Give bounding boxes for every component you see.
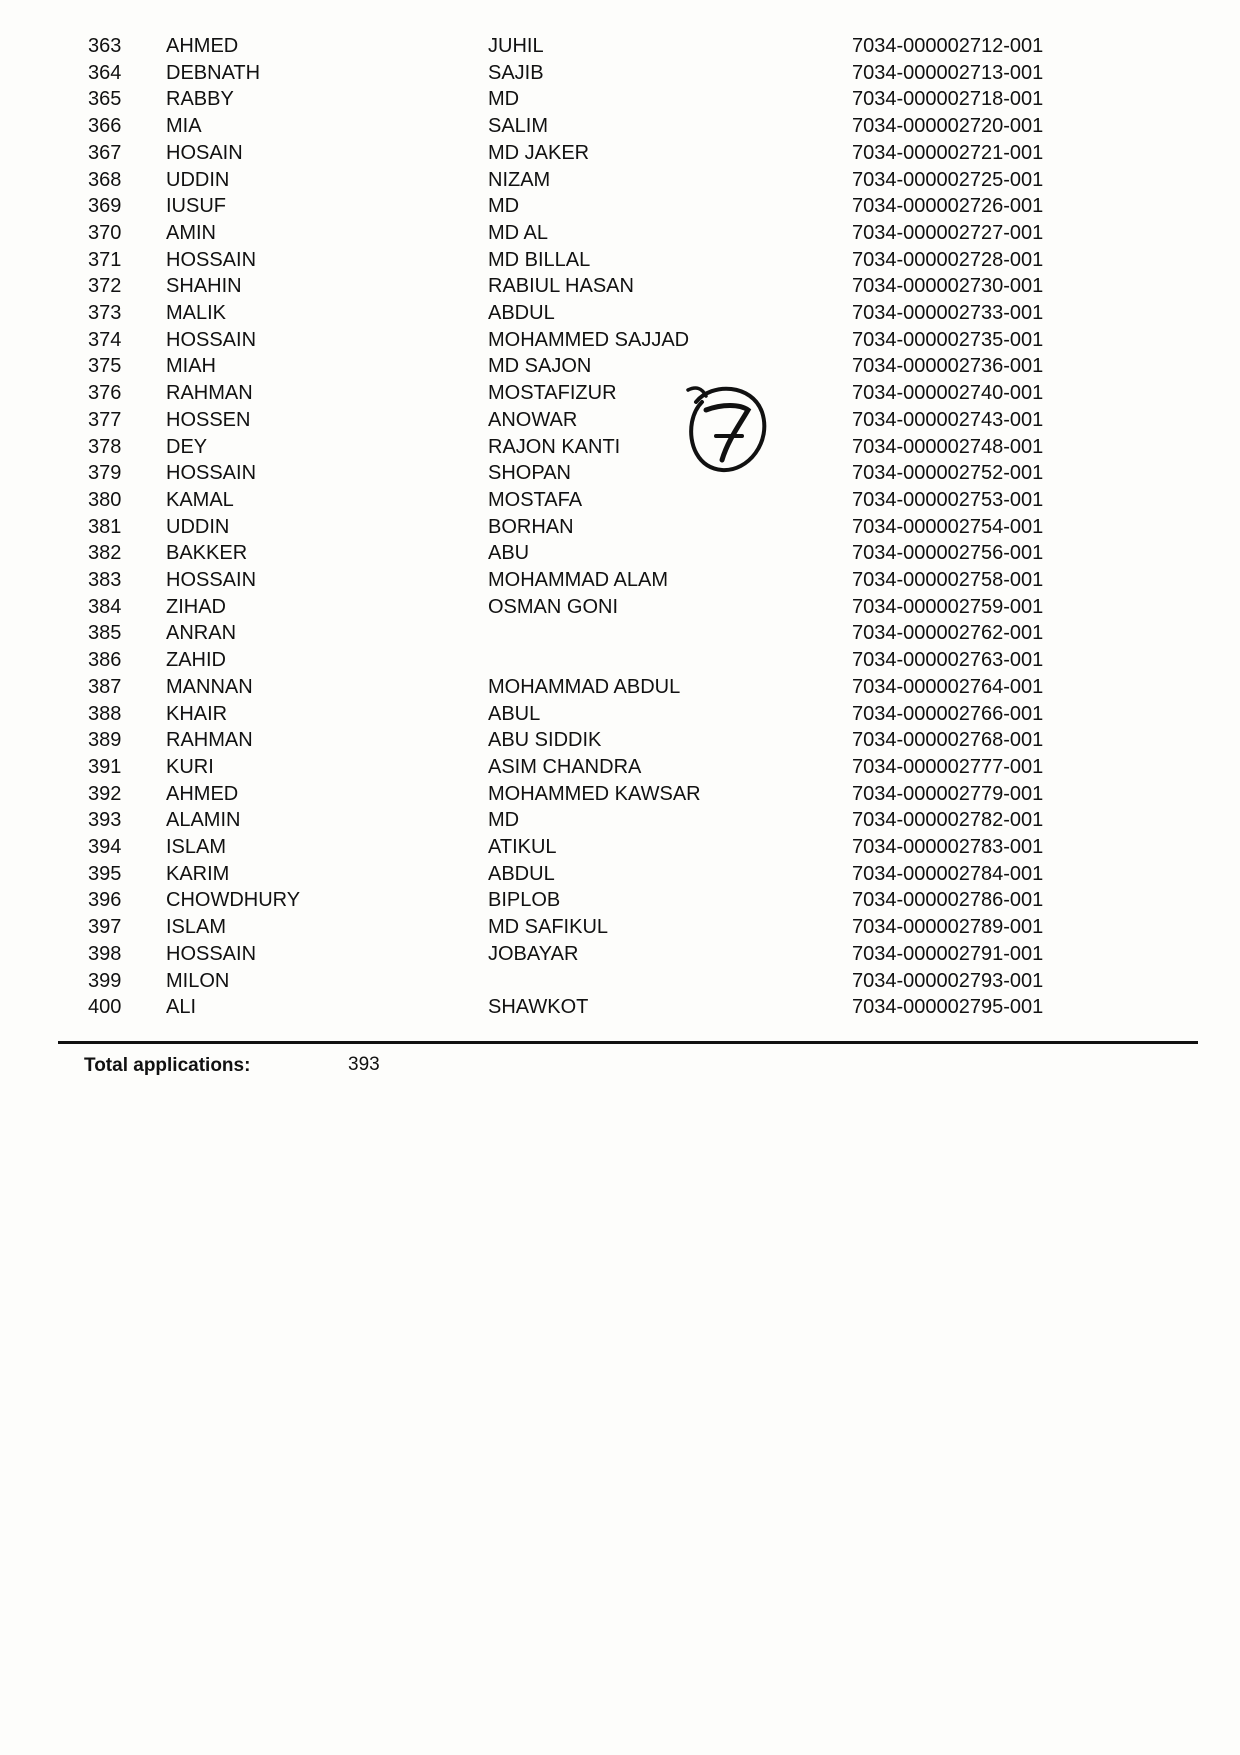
table-row xyxy=(0,567,1240,594)
serial-number-cell: 373 xyxy=(88,302,122,324)
application-number-cell: 7034-000002727-001 xyxy=(852,221,1044,244)
serial-number-cell: 386 xyxy=(88,649,122,672)
application-number-cell: 7034-000002725-001 xyxy=(852,168,1044,191)
serial-number-cell: 383 xyxy=(88,569,122,591)
table-row xyxy=(0,701,1240,728)
application-number-cell: 7034-000002721-001 xyxy=(852,141,1044,164)
serial-number-cell: 381 xyxy=(88,515,122,538)
surname-cell: ALAMIN xyxy=(166,809,241,832)
surname-cell: MIAH xyxy=(166,355,216,378)
serial-number-cell: 374 xyxy=(88,328,122,351)
application-number-cell: 7034-000002758-001 xyxy=(852,569,1044,591)
application-number-cell: 7034-000002764-001 xyxy=(852,675,1044,698)
surname-cell: HOSSAIN xyxy=(166,328,257,351)
table-row xyxy=(0,994,1240,1021)
serial-number-cell: 397 xyxy=(88,916,122,939)
serial-number-cell: 378 xyxy=(88,435,122,458)
application-number-cell: 7034-000002795-001 xyxy=(852,996,1044,1019)
circled-number-mark-icon xyxy=(682,380,772,480)
application-number-cell: 7034-000002754-001 xyxy=(852,515,1044,538)
serial-number-cell: 384 xyxy=(88,595,122,618)
table-row xyxy=(0,647,1240,674)
table-row xyxy=(0,33,1240,60)
serial-number-cell: 364 xyxy=(88,61,122,84)
table-row xyxy=(0,781,1240,808)
table-row xyxy=(0,540,1240,567)
surname-cell: MIA xyxy=(166,115,202,138)
application-number-cell: 7034-000002712-001 xyxy=(852,35,1044,57)
table-row xyxy=(0,380,1240,407)
serial-number-cell: 395 xyxy=(88,862,122,885)
serial-number-cell: 388 xyxy=(88,702,122,725)
table-row xyxy=(0,620,1240,647)
surname-cell: RAHMAN xyxy=(166,382,253,405)
given-name-cell: ABDUL xyxy=(488,302,555,324)
serial-number-cell: 363 xyxy=(88,35,122,57)
application-number-cell: 7034-000002782-001 xyxy=(852,809,1044,832)
application-number-cell: 7034-000002736-001 xyxy=(852,355,1044,378)
table-row xyxy=(0,807,1240,834)
application-number-cell: 7034-000002768-001 xyxy=(852,729,1044,752)
table-row xyxy=(0,60,1240,87)
application-number-cell: 7034-000002753-001 xyxy=(852,488,1044,511)
table-row xyxy=(0,674,1240,701)
given-name-cell: ATIKUL xyxy=(488,836,557,858)
given-name-cell: ABDUL xyxy=(488,862,555,885)
surname-cell: ZIHAD xyxy=(166,595,226,618)
serial-number-cell: 370 xyxy=(88,221,122,244)
surname-cell: AHMED xyxy=(166,782,239,805)
surname-cell: KHAIR xyxy=(166,702,228,725)
given-name-cell: MD xyxy=(488,195,520,218)
surname-cell: HOSAIN xyxy=(166,141,243,164)
surname-cell: MALIK xyxy=(166,302,227,324)
serial-number-cell: 385 xyxy=(88,622,122,645)
serial-number-cell: 400 xyxy=(88,996,122,1019)
serial-number-cell: 392 xyxy=(88,782,122,805)
surname-cell: UDDIN xyxy=(166,515,230,538)
given-name-cell: RABIUL HASAN xyxy=(488,275,634,298)
surname-cell: UDDIN xyxy=(166,168,230,191)
application-number-cell: 7034-000002740-001 xyxy=(852,382,1044,405)
given-name-cell: RAJON KANTI xyxy=(488,435,621,458)
table-row xyxy=(0,273,1240,300)
table-row xyxy=(0,914,1240,941)
given-name-cell: JUHIL xyxy=(488,35,544,57)
surname-cell: KURI xyxy=(166,755,214,778)
table-row xyxy=(0,594,1240,621)
application-number-cell: 7034-000002730-001 xyxy=(852,275,1044,298)
table-row xyxy=(0,460,1240,487)
serial-number-cell: 387 xyxy=(88,675,122,698)
surname-cell: CHOWDHURY xyxy=(166,889,301,912)
application-number-cell: 7034-000002791-001 xyxy=(852,942,1044,965)
table-row xyxy=(0,514,1240,541)
given-name-cell: JOBAYAR xyxy=(488,942,579,965)
table-row xyxy=(0,861,1240,888)
application-number-cell: 7034-000002763-001 xyxy=(852,649,1044,672)
surname-cell: AHMED xyxy=(166,35,239,57)
table-row xyxy=(0,487,1240,514)
application-number-cell: 7034-000002756-001 xyxy=(852,542,1044,565)
surname-cell: HOSSEN xyxy=(166,408,251,431)
serial-number-cell: 394 xyxy=(88,836,122,858)
table-row xyxy=(0,220,1240,247)
surname-cell: IUSUF xyxy=(166,195,226,218)
given-name-cell: MOHAMMAD ALAM xyxy=(488,569,669,591)
surname-cell: ISLAM xyxy=(166,836,227,858)
total-applications-value: 393 xyxy=(348,1054,380,1075)
surname-cell: ZAHID xyxy=(166,649,226,672)
serial-number-cell: 389 xyxy=(88,729,122,752)
application-number-cell: 7034-000002752-001 xyxy=(852,462,1044,485)
table-row xyxy=(0,727,1240,754)
application-number-cell: 7034-000002713-001 xyxy=(852,61,1044,84)
given-name-cell: MOSTAFA xyxy=(488,488,583,511)
surname-cell: MILON xyxy=(166,969,230,992)
serial-number-cell: 368 xyxy=(88,168,122,191)
surname-cell: ANRAN xyxy=(166,622,237,645)
application-number-cell: 7034-000002777-001 xyxy=(852,755,1044,778)
table-row xyxy=(0,434,1240,461)
application-number-cell: 7034-000002759-001 xyxy=(852,595,1044,618)
table-row xyxy=(0,140,1240,167)
table-row xyxy=(0,327,1240,354)
table-row xyxy=(0,247,1240,274)
given-name-cell: ANOWAR xyxy=(488,408,578,431)
given-name-cell: SAJIB xyxy=(488,61,544,84)
application-number-cell: 7034-000002733-001 xyxy=(852,302,1044,324)
application-number-cell: 7034-000002786-001 xyxy=(852,889,1044,912)
given-name-cell: MD AL xyxy=(488,221,549,244)
surname-cell: HOSSAIN xyxy=(166,248,257,271)
given-name-cell: MOHAMMED SAJJAD xyxy=(488,328,690,351)
given-name-cell: BIPLOB xyxy=(488,889,561,912)
serial-number-cell: 393 xyxy=(88,809,122,832)
serial-number-cell: 399 xyxy=(88,969,122,992)
table-row xyxy=(0,193,1240,220)
total-divider-line xyxy=(58,1041,1198,1044)
given-name-cell: MD SAFIKUL xyxy=(488,916,609,939)
surname-cell: KARIM xyxy=(166,862,230,885)
serial-number-cell: 375 xyxy=(88,355,122,378)
application-number-cell: 7034-000002762-001 xyxy=(852,622,1044,645)
application-number-cell: 7034-000002720-001 xyxy=(852,115,1044,138)
given-name-cell: MD xyxy=(488,88,520,111)
serial-number-cell: 379 xyxy=(88,462,122,485)
serial-number-cell: 396 xyxy=(88,889,122,912)
given-name-cell: MD xyxy=(488,809,520,832)
table-row xyxy=(0,113,1240,140)
table-row xyxy=(0,167,1240,194)
table-row xyxy=(0,754,1240,781)
surname-cell: ISLAM xyxy=(166,916,227,939)
serial-number-cell: 391 xyxy=(88,755,122,778)
surname-cell: SHAHIN xyxy=(166,275,242,298)
serial-number-cell: 369 xyxy=(88,195,122,218)
application-number-cell: 7034-000002783-001 xyxy=(852,836,1044,858)
serial-number-cell: 366 xyxy=(88,115,122,138)
surname-cell: MANNAN xyxy=(166,675,253,698)
application-number-cell: 7034-000002735-001 xyxy=(852,328,1044,351)
application-number-cell: 7034-000002726-001 xyxy=(852,195,1044,218)
handwritten-page-number-mark xyxy=(682,380,772,480)
given-name-cell: SHOPAN xyxy=(488,462,571,485)
serial-number-cell: 380 xyxy=(88,488,122,511)
application-number-cell: 7034-000002766-001 xyxy=(852,702,1044,725)
table-row xyxy=(0,353,1240,380)
given-name-cell: BORHAN xyxy=(488,515,574,538)
application-number-cell: 7034-000002743-001 xyxy=(852,408,1044,431)
serial-number-cell: 382 xyxy=(88,542,122,565)
serial-number-cell: 372 xyxy=(88,275,122,298)
table-row xyxy=(0,407,1240,434)
application-number-cell: 7034-000002789-001 xyxy=(852,916,1044,939)
surname-cell: HOSSAIN xyxy=(166,942,257,965)
surname-cell: RABBY xyxy=(166,88,234,111)
surname-cell: BAKKER xyxy=(166,542,248,565)
given-name-cell: ABU SIDDIK xyxy=(488,729,602,752)
total-applications-label: Total applications: xyxy=(84,1055,251,1076)
surname-cell: AMIN xyxy=(166,221,216,244)
serial-number-cell: 367 xyxy=(88,141,122,164)
given-name-cell: SHAWKOT xyxy=(488,996,589,1019)
serial-number-cell: 365 xyxy=(88,88,122,111)
given-name-cell: OSMAN GONI xyxy=(488,595,619,618)
serial-number-cell: 376 xyxy=(88,382,122,405)
surname-cell: KAMAL xyxy=(166,488,234,511)
application-number-cell: 7034-000002779-001 xyxy=(852,782,1044,805)
table-row xyxy=(0,300,1240,327)
table-row xyxy=(0,968,1240,995)
surname-cell: DEY xyxy=(166,435,208,458)
surname-cell: DEBNATH xyxy=(166,61,261,84)
given-name-cell: MOSTAFIZUR xyxy=(488,382,617,405)
application-number-cell: 7034-000002793-001 xyxy=(852,969,1044,992)
given-name-cell: MOHAMMED KAWSAR xyxy=(488,782,701,805)
serial-number-cell: 377 xyxy=(88,408,122,431)
given-name-cell: SALIM xyxy=(488,115,549,138)
application-number-cell: 7034-000002784-001 xyxy=(852,862,1044,885)
table-row xyxy=(0,834,1240,861)
application-number-cell: 7034-000002718-001 xyxy=(852,88,1044,111)
surname-cell: RAHMAN xyxy=(166,729,253,752)
application-number-cell: 7034-000002748-001 xyxy=(852,435,1044,458)
table-row xyxy=(0,86,1240,113)
given-name-cell: NIZAM xyxy=(488,168,551,191)
surname-cell: ALI xyxy=(166,996,197,1019)
surname-cell: HOSSAIN xyxy=(166,569,257,591)
given-name-cell: ABU xyxy=(488,542,530,565)
surname-cell: HOSSAIN xyxy=(166,462,257,485)
given-name-cell: ABUL xyxy=(488,702,541,725)
application-number-cell: 7034-000002728-001 xyxy=(852,248,1044,271)
given-name-cell: MD SAJON xyxy=(488,355,592,378)
given-name-cell: MOHAMMAD ABDUL xyxy=(488,675,681,698)
table-row xyxy=(0,941,1240,968)
given-name-cell: MD JAKER xyxy=(488,141,590,164)
serial-number-cell: 371 xyxy=(88,248,122,271)
table-row xyxy=(0,887,1240,914)
given-name-cell: MD BILLAL xyxy=(488,248,591,271)
serial-number-cell: 398 xyxy=(88,942,122,965)
given-name-cell: ASIM CHANDRA xyxy=(488,755,642,778)
